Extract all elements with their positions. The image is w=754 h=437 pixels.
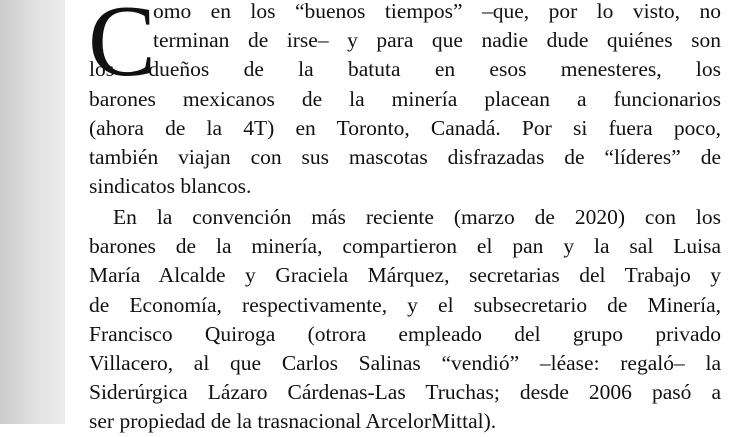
text-line: omo en los “buenos tiempos” –que, por lo visto, no (153, 0, 721, 23)
page-edge-shadow (0, 0, 65, 424)
drop-cap: C (88, 0, 157, 98)
text-line: sindicatos blancos. (89, 174, 252, 199)
paragraph-1 (89, 0, 721, 201)
text-line: barones mexicanos de la minería placean a funcionarios (89, 86, 721, 111)
text-line: (ahora de la 4T) en Toronto, Canadá. Por si fuera poco, (89, 115, 721, 140)
text-line: barones de la minería, compartieron el pan y la sal Luisa (89, 234, 721, 259)
text-line: ser propiedad de la trasnacional ArcelorMittal). (89, 409, 497, 434)
text-line: los dueños de la batuta en esos menesteres, los (89, 57, 721, 82)
text-line: María Alcalde y Graciela Márquez, secretarias del Trabajo y (89, 263, 721, 288)
text-line: de Economía, respectivamente, y el subsecretario de Minería, (89, 292, 721, 317)
book-page (65, 0, 754, 434)
paragraph-2 (89, 203, 721, 437)
text-line: también viajan con sus mascotas disfrazadas de “líderes” de (89, 145, 721, 170)
text-line: En la convención más reciente (marzo de 2020) con los (113, 205, 721, 229)
text-line: Villacero, al que Carlos Salinas “vendió” –léase: regaló– la (89, 351, 721, 376)
text-line: Siderúrgica Lázaro Cárdenas-Las Truchas; desde 2006 pasó a (89, 380, 721, 405)
text-line: terminan de irse– y para que nadie dude quiénes son (153, 28, 721, 53)
text-line: Francisco Quiroga (otrora empleado del grupo privado (89, 321, 721, 346)
